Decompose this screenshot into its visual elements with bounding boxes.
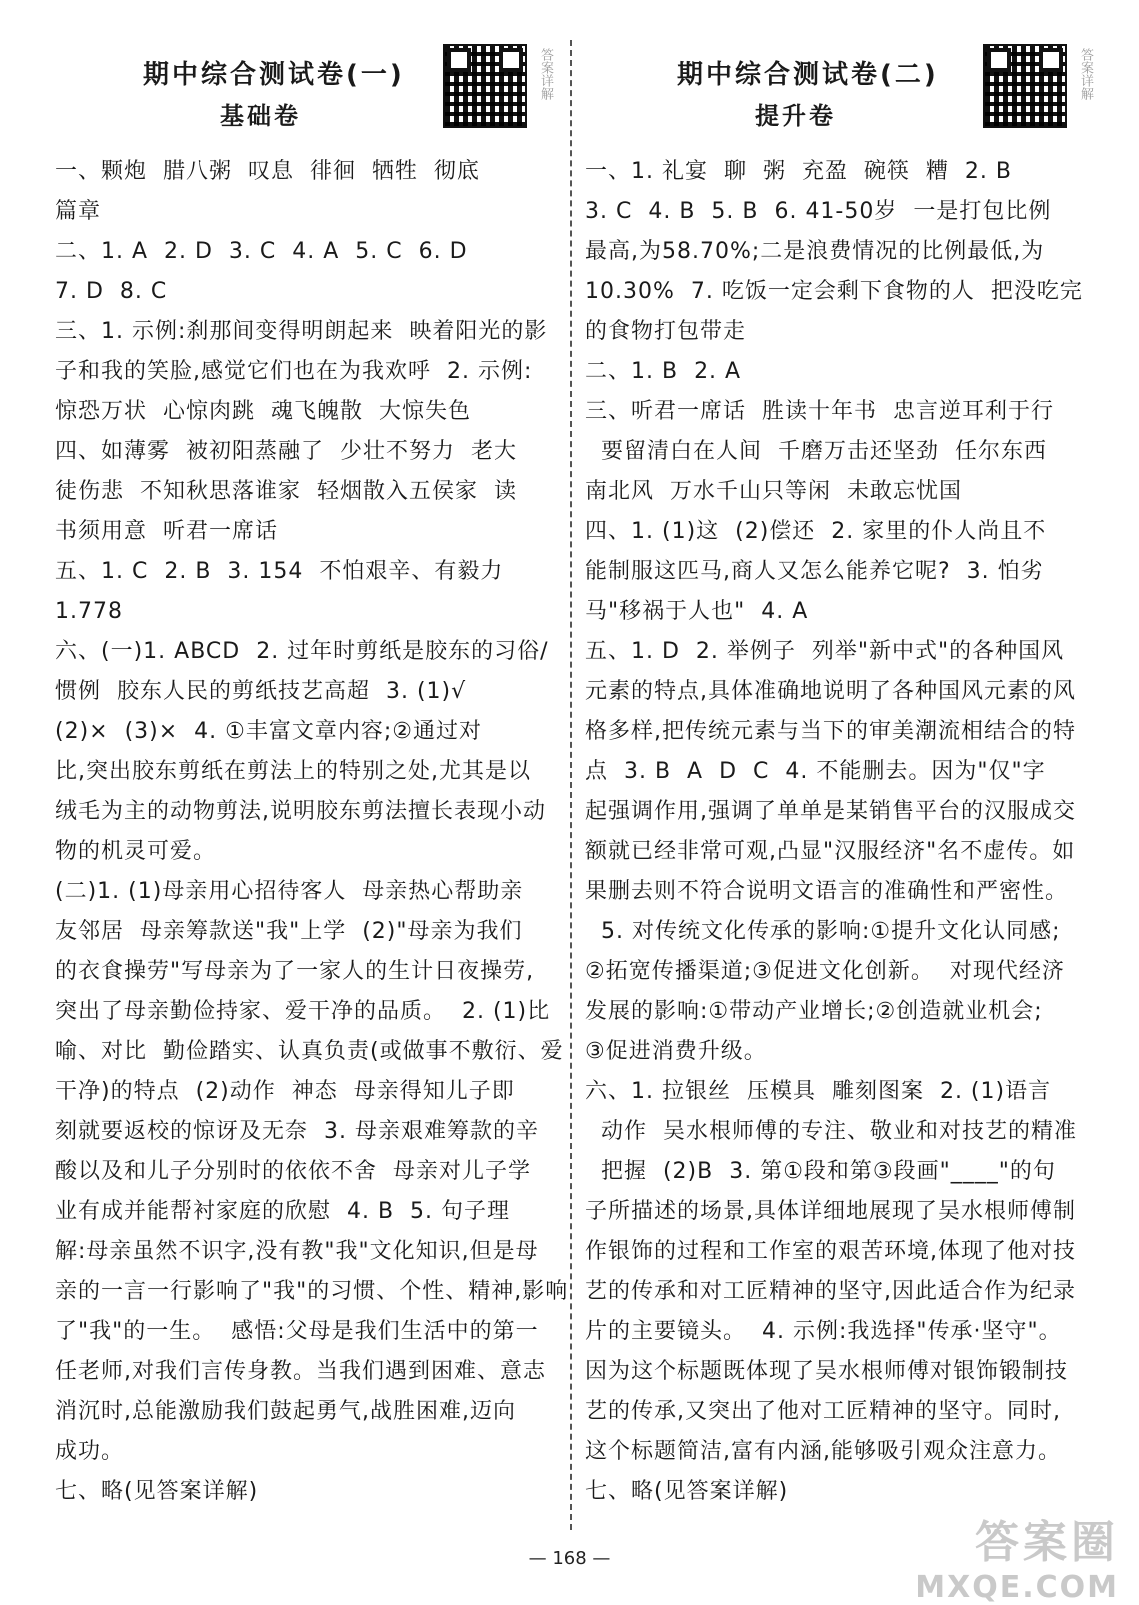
left-answer-line: 7. D 8. C xyxy=(55,279,168,304)
right-answer-line: ③促进消费升级。 xyxy=(585,1039,767,1064)
left-answer-line: 一、颗炮 腊八粥 叹息 徘徊 牺牲 彻底 xyxy=(55,159,480,184)
right-answer-line: 动作 吴水根师傅的专注、敬业和对技艺的精准 xyxy=(585,1119,1077,1144)
left-answer-line: 酸以及和儿子分别时的依依不舍 母亲对儿子学 xyxy=(55,1159,531,1184)
left-answer-line: 解:母亲虽然不识字,没有教"我"文化知识,但是母 xyxy=(55,1239,539,1264)
left-title: 期中综合测试卷(一) xyxy=(143,60,405,90)
left-header xyxy=(55,44,563,144)
right-title: 期中综合测试卷(二) xyxy=(677,60,939,90)
right-answer-line: 10.30% 7. 吃饭一定会剩下食物的人 把没吃完 xyxy=(585,279,1083,304)
left-answer-line: 子和我的笑脸,感觉它们也在为我欢呼 2. 示例: xyxy=(55,359,533,384)
right-answer-line: 能制服这匹马,商人又怎么能养它呢? 3. 怕劣 xyxy=(585,559,1044,584)
right-answer-line: 最高,为58.70%;二是浪费情况的比例最低,为 xyxy=(585,239,1045,264)
right-answer-line: 片的主要镜头。 4. 示例:我选择"传承·坚守"。 xyxy=(585,1319,1062,1344)
right-answer-line: 起强调作用,强调了单单是某销售平台的汉服成交 xyxy=(585,799,1076,824)
right-answer-line: 点 3. B A D C 4. 不能删去。因为"仅"字 xyxy=(585,759,1046,784)
left-answer-line: 物的机灵可爱。 xyxy=(55,839,217,864)
left-answer-line: 徒伤悲 不知秋思落谁家 轻烟散入五侯家 读 xyxy=(55,479,517,504)
right-answer-line: 子所描述的场景,具体详细地展现了吴水根师傅制 xyxy=(585,1199,1076,1224)
right-answer-line: 作银饰的过程和工作室的艰苦环境,体现了他对技 xyxy=(585,1239,1076,1264)
left-answer-line: (2)× (3)× 4. ①丰富文章内容;②通过对 xyxy=(55,719,483,744)
left-qr-code[interactable] xyxy=(443,44,527,128)
left-answer-line: 突出了母亲勤俭持家、爱干净的品质。 2. (1)比 xyxy=(55,999,551,1024)
right-answer-line: 因为这个标题既体现了吴水根师傅对银饰锻制技 xyxy=(585,1359,1069,1384)
right-column xyxy=(585,44,1100,1512)
left-answer-line: 比,突出胶东剪纸在剪法上的特别之处,尤其是以 xyxy=(55,759,531,784)
right-header xyxy=(585,44,1100,144)
left-answer-line: 亲的一言一行影响了"我"的习惯、个性、精神,影响 xyxy=(55,1279,569,1304)
right-subtitle: 提升卷 xyxy=(755,102,836,130)
right-qr-note: 答案详解 xyxy=(1078,48,1093,100)
right-answer-line: 六、1. 拉银丝 压模具 雕刻图案 2. (1)语言 xyxy=(585,1079,1052,1104)
left-answer-line: 惯例 胶东人民的剪纸技艺高超 3. (1)√ xyxy=(55,679,467,704)
left-answer-line: 1.778 xyxy=(55,599,123,624)
left-answer-line: 七、略(见答案详解) xyxy=(55,1479,259,1504)
left-answer-line: 二、1. A 2. D 3. C 4. A 5. C 6. D xyxy=(55,239,468,264)
left-answer-line: 喻、对比 勤俭踏实、认真负责(或做事不敷衍、爱 xyxy=(55,1039,564,1064)
left-column xyxy=(55,44,569,1512)
right-answer-line: 把握 (2)B 3. 第①段和第③段画"____"的句 xyxy=(585,1159,1056,1184)
right-qr-code[interactable] xyxy=(983,44,1067,128)
left-answer-line: 干净)的特点 (2)动作 神态 母亲得知儿子即 xyxy=(55,1079,515,1104)
left-subtitle: 基础卷 xyxy=(220,102,301,130)
right-answer-line: 一、1. 礼宴 聊 粥 充盈 碗筷 糟 2. B xyxy=(585,159,1012,184)
left-answer-line: 消沉时,总能激励我们鼓起勇气,战胜困难,迈向 xyxy=(55,1399,516,1424)
left-answer-line: 友邻居 母亲筹款送"我"上学 (2)"母亲为我们 xyxy=(55,919,523,944)
left-answer-line: 任老师,对我们言传身教。当我们遇到困难、意志 xyxy=(55,1359,546,1384)
left-answer-line: 绒毛为主的动物剪法,说明胶东剪法擅长表现小动 xyxy=(55,799,546,824)
right-answer-line: 艺的传承,又突出了他对工匠精神的坚守。同时, xyxy=(585,1399,1061,1424)
left-answer-line: 的衣食操劳"写母亲为了一家人的生计日夜操劳, xyxy=(55,959,535,984)
left-answer-line: 了"我"的一生。 感悟:父母是我们生活中的第一 xyxy=(55,1319,539,1344)
right-answer-line: 二、1. B 2. A xyxy=(585,359,742,384)
right-answer-lines xyxy=(585,152,1100,1512)
right-answer-line: 三、听君一席话 胜读十年书 忠言逆耳利于行 xyxy=(585,399,1054,424)
left-answer-line: 三、1. 示例:刹那间变得明朗起来 映着阳光的影 xyxy=(55,319,548,344)
right-answer-line: 果删去则不符合说明文语言的准确性和严密性。 xyxy=(585,879,1069,904)
right-answer-line: 3. C 4. B 5. B 6. 41-50岁 一是打包比例 xyxy=(585,199,1052,224)
right-answer-line: 发展的影响:①带动产业增长;②创造就业机会; xyxy=(585,999,1043,1024)
right-answer-line: 这个标题简洁,富有内涵,能够吸引观众注意力。 xyxy=(585,1439,1061,1464)
right-answer-line: 五、1. D 2. 举例子 列举"新中式"的各种国风 xyxy=(585,639,1065,664)
left-answer-line: 业有成并能帮衬家庭的欣慰 4. B 5. 句子理 xyxy=(55,1199,511,1224)
left-qr-note: 答案详解 xyxy=(538,48,553,100)
left-answer-line: (二)1. (1)母亲用心招待客人 母亲热心帮助亲 xyxy=(55,879,524,904)
watermark-cn: 答案圈 xyxy=(975,1517,1119,1568)
left-answer-line: 惊恐万状 心惊肉跳 魂飞魄散 大惊失色 xyxy=(55,399,471,424)
right-answer-line: 额就已经非常可观,凸显"汉服经济"名不虚传。如 xyxy=(585,839,1076,864)
column-divider xyxy=(570,40,572,1530)
right-answer-line: 元素的特点,具体准确地说明了各种国风元素的风 xyxy=(585,679,1076,704)
left-answer-lines xyxy=(55,152,569,1512)
left-answer-line: 篇章 xyxy=(55,199,102,224)
right-answer-line: 四、1. (1)这 (2)偿还 2. 家里的仆人尚且不 xyxy=(585,519,1047,544)
left-answer-line: 四、如薄雾 被初阳蒸融了 少壮不努力 老大 xyxy=(55,439,517,464)
right-answer-line: 艺的传承和对工匠精神的坚守,因此适合作为纪录 xyxy=(585,1279,1076,1304)
right-answer-line: 要留清白在人间 千磨万击还坚劲 任尔东西 xyxy=(585,439,1047,464)
right-answer-line: 南北风 万水千山只等闲 未敢忘忧国 xyxy=(585,479,962,504)
left-answer-line: 六、(一)1. ABCD 2. 过年时剪纸是胶东的习俗/ xyxy=(55,639,549,664)
right-answer-line: 七、略(见答案详解) xyxy=(585,1479,789,1504)
watermark-logo xyxy=(915,1506,1119,1605)
right-answer-line: 马"移祸于人也" 4. A xyxy=(585,599,809,624)
page-number: — 168 — xyxy=(528,1548,611,1569)
left-answer-line: 五、1. C 2. B 3. 154 不怕艰辛、有毅力 xyxy=(55,559,504,584)
right-answer-line: ②拓宽传播渠道;③促进文化创新。 对现代经济 xyxy=(585,959,1065,984)
right-answer-line: 5. 对传统文化传承的影响:①提升文化认同感; xyxy=(585,919,1061,944)
watermark-en: MXQE.COM xyxy=(915,1570,1119,1605)
right-answer-line: 格多样,把传统元素与当下的审美潮流相结合的特 xyxy=(585,719,1076,744)
right-answer-line: 的食物打包带走 xyxy=(585,319,747,344)
left-answer-line: 刻就要返校的惊讶及无奈 3. 母亲艰难筹款的辛 xyxy=(55,1119,539,1144)
left-answer-line: 成功。 xyxy=(55,1439,125,1464)
left-answer-line: 书须用意 听君一席话 xyxy=(55,519,278,544)
